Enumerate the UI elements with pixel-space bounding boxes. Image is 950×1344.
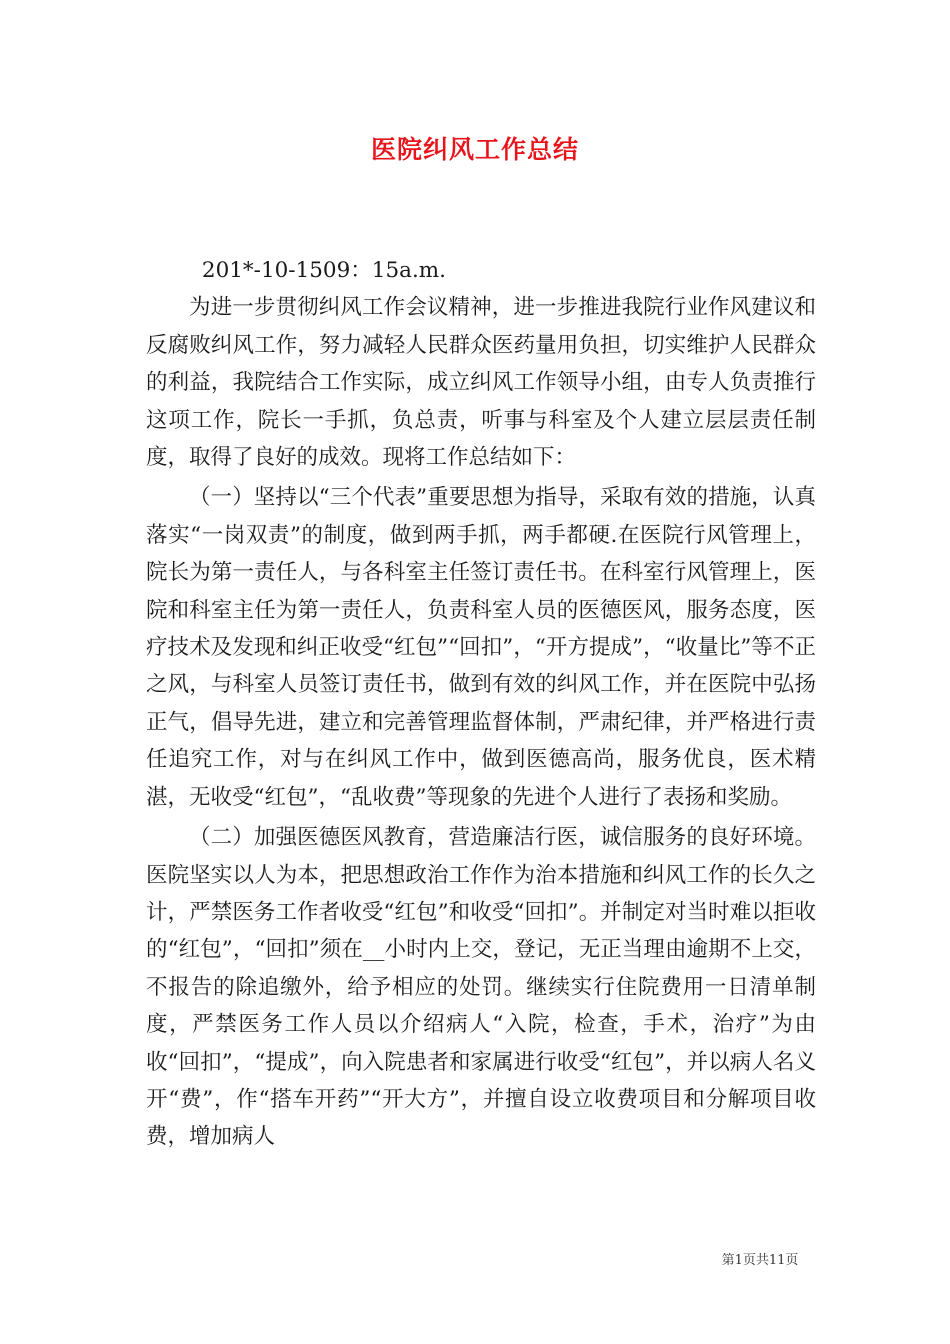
page-footer (0, 1249, 950, 1268)
page-number: 第1页共11页 (721, 1253, 799, 1268)
document-body (146, 252, 816, 1156)
intro-paragraph: 为进一步贯彻纠风工作会议精神，进一步推进我院行业作风建议和反腐败纠风工作，努力减轻人民群众医药量用负担，切实维护人民群众的利益，我院结合工作实际，成立纠风工作领导小组，由专人负责推行这项工作，院长一手抓，负总责，听事与科室及个人建立层层责任制度，取得了良好的成效。现将工作总结如下： (146, 295, 816, 471)
section-two-paragraph: （二）加强医德医风教育，营造廉洁行医，诚信服务的良好环境。医院坚实以人为本，把思想政治工作作为治本措施和纠风工作的长久之计，严禁医务工作者收受“红包”和收受“回扣”。并制定对当时难以拒收的“红包”，“回扣”须在__小时内上交，登记，无正当理由逾期不上交，不报告的除追缴外，给予相应的处罚。继续实行住院费用一日清单制度，严禁医务工作人员以介绍病人“入院，检查，手术，治疗”为由收“回扣”，“提成”，向入院患者和家属进行收受“红包”，并以病人名义开“费”，作“搭车开药”“开大方”，并擅自设立收费项目和分解项目收费，增加病人 (146, 825, 816, 1150)
document-title: 医院纠风工作总结 (370, 135, 579, 164)
section-one-paragraph: （一）坚持以“三个代表”重要思想为指导，采取有效的措施，认真落实“一岗双责”的制度，做到两手抓，两手都硬.在医院行风管理上，院长为第一责任人，与各科室主任签订责任书。在科室行风管理上，医院和科室主任为第一责任人，负责科室人员的医德医风，服务态度，医疗技术及发现和纠正收受“红包”“回扣”，“开方提成”，“收量比”等不正之风，与科室人员签订责任书，做到有效的纠风工作，并在医院中弘扬正气，倡导先进，建立和完善管理监督体制，严肃纪律，并严格进行责任追究工作，对与在纠风工作中，做到医德高尚，服务优良，医术精湛，无收受“红包”，“乱收费”等现象的先进个人进行了表扬和奖励。 (146, 485, 816, 810)
date-line: 201*-10-1509：15a.m. (201, 258, 447, 283)
